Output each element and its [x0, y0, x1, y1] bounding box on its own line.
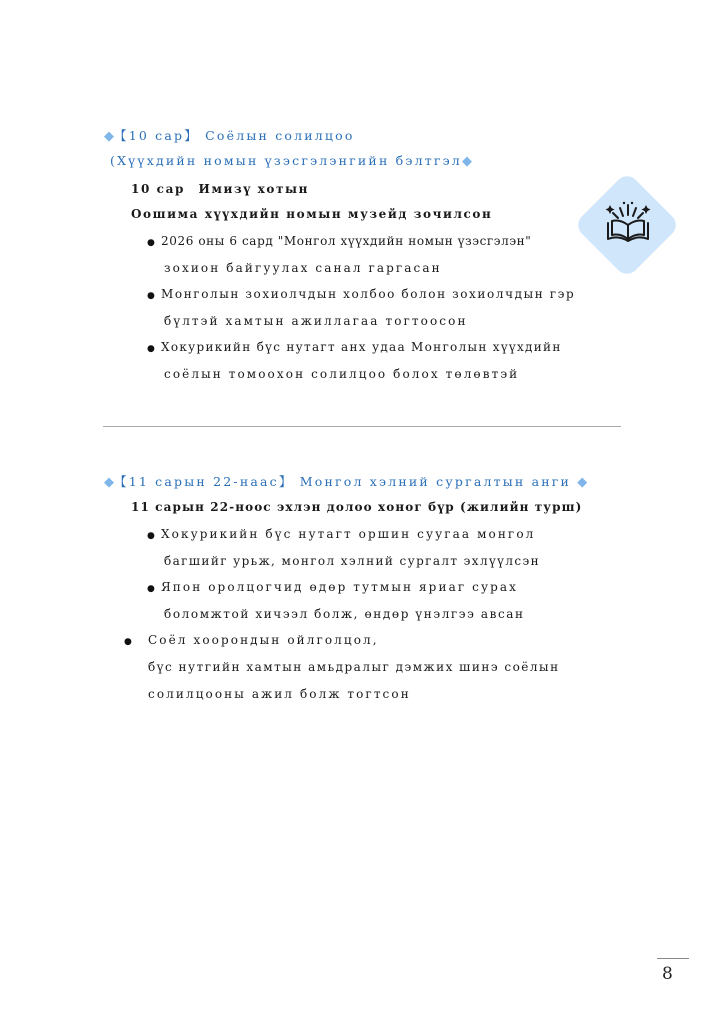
bullet-icon: ● [147, 291, 155, 301]
section1-visit-line: Оошима хүүхдийн номын музейд зочилсон [131, 207, 493, 221]
section2-bullet2-line2: боломжтой хичээл болж, өндөр үнэлгээ авсан [164, 607, 525, 621]
bullet-icon: ● [147, 344, 155, 354]
page-number-rule [657, 958, 689, 959]
section2-bullet2-line1: Япон оролцогчид өдөр тутмын яриаг сурах [161, 580, 519, 594]
section-divider [103, 426, 621, 427]
section1-heading-line2 [110, 153, 472, 169]
bullet-icon: ● [147, 584, 155, 594]
section1-bullet1-line1: 2026 оны 6 сард "Монгол хүүхдийн номын үзэсгэлэн" [161, 234, 532, 248]
section2-bullet1-line2: багшийг урьж, монгол хэлний сургалт эхлүүлсэн [164, 554, 541, 568]
section1-bullet2-line2: бүлтэй хамтын ажиллагаа тогтоосон [164, 314, 468, 328]
diamond-icon: ◆ [104, 129, 114, 144]
section2-heading [104, 472, 587, 490]
section2-bullet3-line3: солилцооны ажил болж тогтсон [148, 687, 411, 701]
section2-bullet3-line2: бүс нутгийн хамтын амьдралыг дэмжих шинэ соёлын [148, 660, 560, 674]
section2-sub-line: 11 сарын 22-ноос эхлэн долоо хоног бүр (жилийн турш) [131, 500, 583, 514]
section1-title-line1: 【10 сар】 Соёлын солилцоо [114, 128, 355, 143]
diamond-icon: ◆ [461, 154, 472, 169]
bullet-icon: ● [124, 637, 132, 647]
section1-bullet2-line1: Монголын зохиолчдын холбоо болон зохиолчдын гэр [161, 287, 576, 301]
section1-heading [104, 126, 355, 144]
diamond-icon: ◆ [104, 475, 114, 490]
section1-title-line2: (Хүүхдийн номын үзэсгэлэнгийн бэлтгэл [110, 153, 462, 168]
page-number: 8 [662, 964, 673, 984]
section2-title: 【11 сарын 22-наас】 Монгол хэлний сургалтын анги [114, 474, 572, 489]
section2-bullet1-line1: Хокурикийн бүс нутагт оршин суугаа монгол [161, 527, 536, 541]
section1-bullet3-line2: соёлын томоохон солилцоо болох төлөвтэй [164, 367, 520, 381]
section1-date-line: 10 сар Имизү хотын [131, 182, 310, 196]
open-book-sparkle-icon [598, 195, 658, 255]
diamond-icon: ◆ [577, 475, 588, 490]
section1-bullet1-line2: зохион байгуулах санал гаргасан [164, 261, 442, 275]
bullet-icon: ● [147, 238, 155, 248]
section1-bullet3-line1: Хокурикийн бүс нутагт анх удаа Монголын хүүхдийн [161, 340, 562, 354]
bullet-icon: ● [147, 531, 155, 541]
section2-bullet3-line1: Соёл хоорондын ойлголцол, [148, 633, 379, 647]
